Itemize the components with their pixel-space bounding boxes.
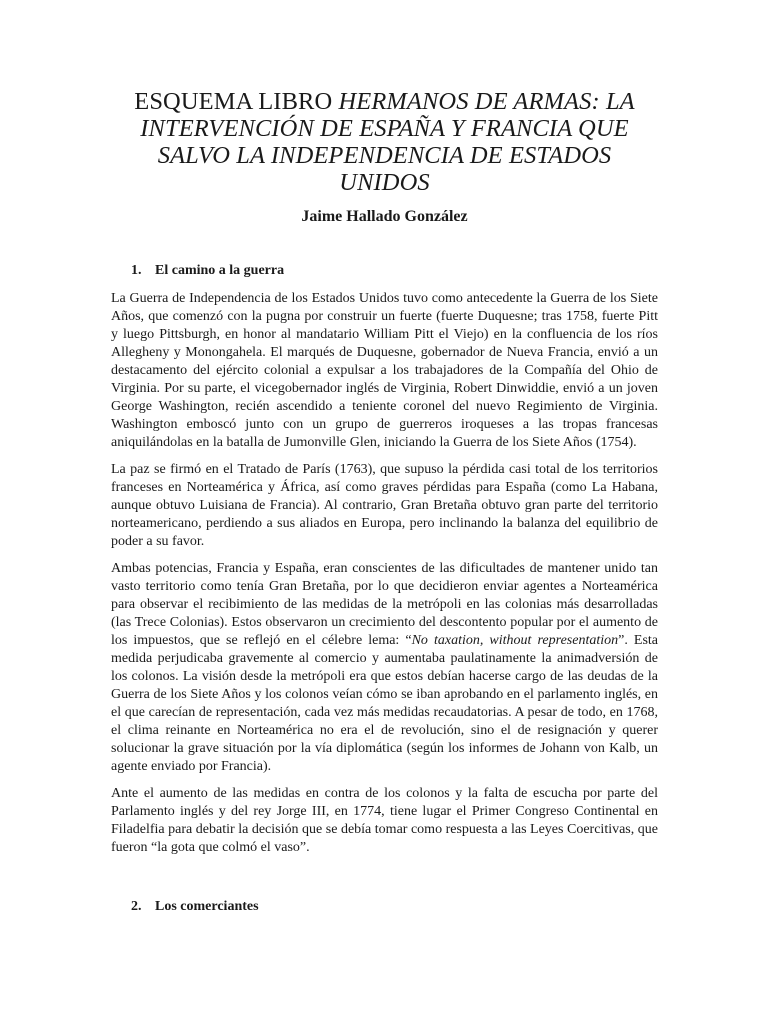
paragraph-2: La paz se firmó en el Tratado de París (1763), que supuso la pérdida casi total de los territorios franceses en Norteamérica y África, así como graves pérdidas para España (como La Habana, aunque obtuvo Luisiana de Francia). Al contrario, Gran Bretaña obtuvo gran parte del territorio norteamericano, perdiendo a sus aliados en Europa, pero inclinando la balanza del equilibrio de poder a su favor. (111, 462, 658, 549)
section-heading-1 (131, 263, 658, 279)
document-author: Jaime Hallado González (301, 208, 468, 225)
section-title: Los comerciantes (155, 899, 259, 914)
paragraph-3-text-before: Ambas potencias, Francia y España, eran conscientes de las dificultades de mantener unido tan vasto territorio como tenía Gran Bretaña, por lo que decidieron enviar agentes a Norteamérica para observar el recibimiento de las medidas de la metrópoli en las colonias más desarrolladas (las Trece Colonias). Estos observaron un crecimiento del descontento popular por el aumento de los impuestos, que se reflejó en el célebre lema: “ (111, 561, 658, 648)
paragraph-3-text-after: ”. Esta medida perjudicaba gravemente al comercio y aumentaba paulatinamente la animadversión de los colonos. La visión desde la metrópoli era que estos debían hacerse cargo de las deudas de la Guerra de los Siete Años y los colonos veían cómo se iban aprobando en el parlamento inglés, en el que carecían de representación, cada vez más medidas recaudatorias. A pesar de todo, en 1768, el clima reinante en Norteamérica no era el de revolución, sino el de resignación y querer solucionar la grave situación por la vía diplomática (según los informes de Johann von Kalb, un agente enviado por Francia). (111, 633, 659, 774)
title-prefix: ESQUEMA LIBRO (134, 88, 339, 115)
paragraph-4: Ante el aumento de las medidas en contra de los colonos y la falta de escucha por parte del Parlamento inglés y del rey Jorge III, en 1774, tiene lugar el Primer Congreso Continental en Filadelfia para debatir la decisión que se debía tomar como respuesta a las Leyes Coercitivas, que fueron “la gota que colmó el vaso”. (111, 786, 658, 855)
section-number: 1. (131, 263, 142, 278)
section-number: 2. (131, 899, 142, 914)
paragraph-1: La Guerra de Independencia de los Estados Unidos tuvo como antecedente la Guerra de los Siete Años, que comenzó con la pugna por construir un fuerte (fuerte Duquesne; tras 1758, fuerte Pitt y luego Pittsburgh, en honor al mandatario William Pitt el Viejo) en la confluencia de los ríos Allegheny y Monongahela. El marqués de Duquesne, gobernador de Nueva Francia, envió a un destacamento del ejército colonial a expulsar a los trabajadores de la Compañía del Ohio de Virginia. Por su parte, el vicegobernador inglés de Virginia, Robert Dinwiddie, envió a un joven George Washington, recién ascendido a teniente coronel del nuevo Regimiento de Virginia. Washington emboscó junto con un grupo de guerreros iroqueses a las tropas francesas aniquilándolas en la batalla de Jumonville Glen, iniciando la Guerra de los Siete Años (1754). (111, 291, 658, 450)
section-heading-2 (131, 899, 658, 915)
section-title: El camino a la guerra (155, 263, 285, 278)
document-title (111, 88, 658, 196)
paragraph-3 (111, 560, 658, 776)
paragraph-3-quote: No taxation, without representation (411, 633, 619, 648)
title-book-name: HERMANOS DE ARMAS: LA INTERVENCIÓN DE ESPAÑA Y FRANCIA QUE SALVO LA INDEPENDENCIA DE ESTADOS UNIDOS (140, 88, 635, 196)
